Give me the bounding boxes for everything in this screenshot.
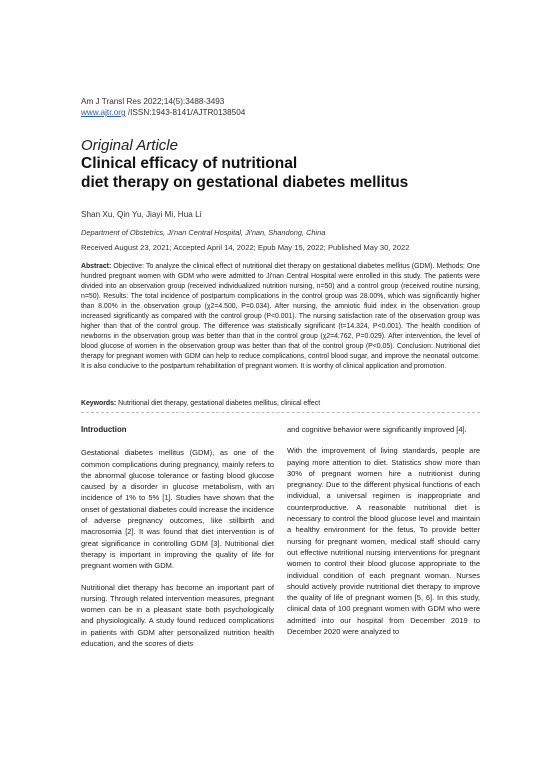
keywords-text: Nutritional diet therapy, gestational diabetes mellitus, clinical effect [116, 400, 321, 407]
article-title [81, 154, 481, 192]
affiliation: Department of Obstetrics, Ji'nan Central Hospital, Ji'nan, Shandong, China [81, 228, 326, 237]
article-type: Original Article [81, 137, 178, 154]
journal-link[interactable]: www.ajtr.org [81, 108, 126, 117]
divider [81, 412, 480, 413]
keywords-label: Keywords: [81, 400, 117, 407]
paragraph: Gestational diabetes mellitus (GDM), as one of the common complications during pregnancy, mainly refers to the abnormal glucose tolerance or fasting blood glucose caused by a disorder in glucose metabolism, with an incidence of 1% to 5% [1]. Studies have shown that the onset of gestational diabetes could increase the incidence of adverse pregnancy outcomes, like stillbirth and macrosomia [2]. It was found that diet intervention is of great significance in controlling GDM [3]. Nutritional diet therapy is important in improving the quality of life for pregnant women with GDM. [81, 448, 274, 571]
title-line-2: diet therapy on gestational diabetes mellitus [81, 174, 409, 191]
journal-issn: /ISSN:1943-8141/AJTR0138504 [125, 108, 246, 117]
paragraph: Nutritional diet therapy has become an important part of nursing. Through related intervention measures, pregnant women can be in a pleasant state both psychologically and physiologically. A study found reduced complications in patients with GDM after personalized nutrition health education, and the scores of diets [81, 582, 274, 649]
abstract-text: Objective: To analyze the clinical effect of nutritional diet therapy on gestational diabetes mellitus (GDM). Methods: One hundred pregnant women with GDM who were admitted to Ji'nan Central Hospital were enrolled in this study. The patients were divided into an observation group (received individualized nutrition nursing, n=50) and a control group (received routine nursing, n=50). Results: The total incidence of postpartum complications in the control group was 28.00%, which was significantly higher than 8.00% in the observation group (χ2=4.500, P=0.034). After nursing, the amniotic fluid index in the observation group increased significantly as compared with the control group (P<0.001). The nursing satisfaction rate of the observation group was higher than that of the control group. The difference was statistically significant (t=14.324, P<0.001). The health condition of newborns in the observation group was better than that in the control group (χ2=4.762, P=0.029). After intervention, the level of blood glucose of women in the observation group was better than that of the control group (P<0.05). Conclusion: Nutritional diet therapy for pregnant women with GDM can help to reduce complications, control blood sugar, and improve the neonatal outcome. It is also conducive to the postpartum rehabilitation of pregnant women. It is worthy of clinical application and promotion. [81, 263, 480, 371]
abstract-label: Abstract: [81, 263, 112, 270]
journal-header [81, 96, 245, 118]
title-line-1: Clinical efficacy of nutritional [81, 155, 298, 172]
keywords [81, 400, 480, 407]
journal-citation: Am J Transl Res 2022;14(5):3488-3493 [81, 97, 225, 106]
paragraph: With the improvement of living standards, people are paying more attention to diet. Statistics show more than 30% of pregnant women hire a nutritionist during pregnancy. Due to the different physical functions of each individual, a universal regimen is inappropriate and counterproductive. A reasonable nutritional diet is necessary to control the blood glucose level and maintain a healthy environment for the fetus. To provide better nursing for pregnant women, medical staff should carry out effective nutritional nursing interventions for pregnant women to control their blood glucose appropriate to the individual condition of each pregnant woman. Nurses should actively provide nutritional diet therapy to improve the quality of life of pregnant women [5, 6]. In this study, clinical data of 100 pregnant women with GDM who were admitted into our hospital from December 2019 to December 2020 were analyzed to [287, 446, 480, 637]
paragraph: and cognitive behavior were significantly improved [4]. [287, 425, 467, 434]
authors: Shan Xu, Qin Yu, Jiayi Mi, Hua Li [81, 210, 202, 219]
journal-issn-line [81, 107, 245, 118]
body-column-left [81, 424, 274, 659]
publication-dates: Received August 23, 2021; Accepted April 14, 2022; Epub May 15, 2022; Published May 30, 2022 [81, 243, 410, 252]
section-heading-introduction: Introduction [81, 425, 127, 434]
abstract [81, 262, 480, 373]
body-column-right [287, 424, 480, 647]
